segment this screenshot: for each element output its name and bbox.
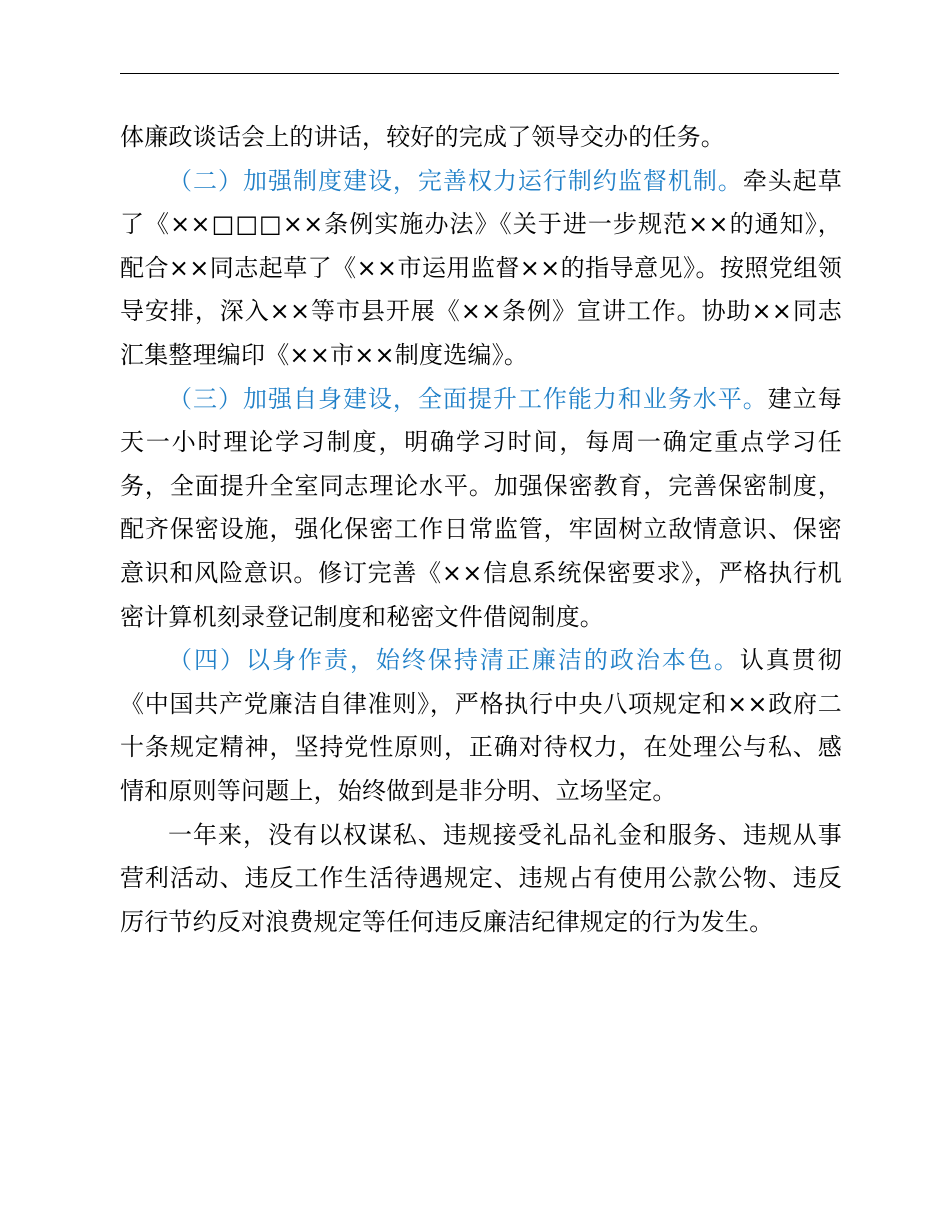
section-heading: （三）加强自身建设，全面提升工作能力和业务水平。 <box>168 384 768 413</box>
paragraph-text: 牵头起草了《××□□□××条例实施办法》《关于进一步规范××的通知》，配合××同志起草了《××市运用监督××的指导意见》。按照党组领导安排，深入××等市县开展《××条例》宣讲工作。协助××同志汇集整理编印《××市××制度选编》。 <box>120 166 842 369</box>
paragraph-text: 体廉政谈话会上的讲话，较好的完成了领导交办的任务。 <box>120 123 725 151</box>
paragraph-section-4 <box>120 639 842 813</box>
header-rule <box>120 73 839 74</box>
paragraph-continuation <box>120 116 842 160</box>
paragraph-text: 一年来，没有以权谋私、违规接受礼品礼金和服务、违规从事营利活动、违反工作生活待遇规定、违规占有使用公款公物、违反厉行节约反对浪费规定等任何违反廉洁纪律规定的行为发生。 <box>120 820 842 936</box>
paragraph-summary <box>120 814 842 945</box>
paragraph-section-2 <box>120 160 842 378</box>
paragraph-text: 建立每天一小时理论学习制度，明确学习时间，每周一确定重点学习任务，全面提升全室同志理论水平。加强保密教育，完善保密制度，配齐保密设施，强化保密工作日常监管，牢固树立敌情意识、保密意识和风险意识。修订完善《××信息系统保密要求》，严格执行机密计算机刻录登记制度和秘密文件借阅制度。 <box>120 384 842 631</box>
document-body <box>120 116 842 944</box>
section-heading: （二）加强制度建设，完善权力运行制约监督机制。 <box>168 166 743 195</box>
paragraph-text: 认真贯彻《中国共产党廉洁自律准则》，严格执行中央八项规定和××政府二十条规定精神，坚持党性原则，正确对待权力，在处理公与私、感情和原则等问题上，始终做到是非分明、立场坚定。 <box>120 646 842 805</box>
section-heading: （四）以身作责，始终保持清正廉洁的政治本色。 <box>168 646 740 675</box>
paragraph-section-3 <box>120 378 842 640</box>
